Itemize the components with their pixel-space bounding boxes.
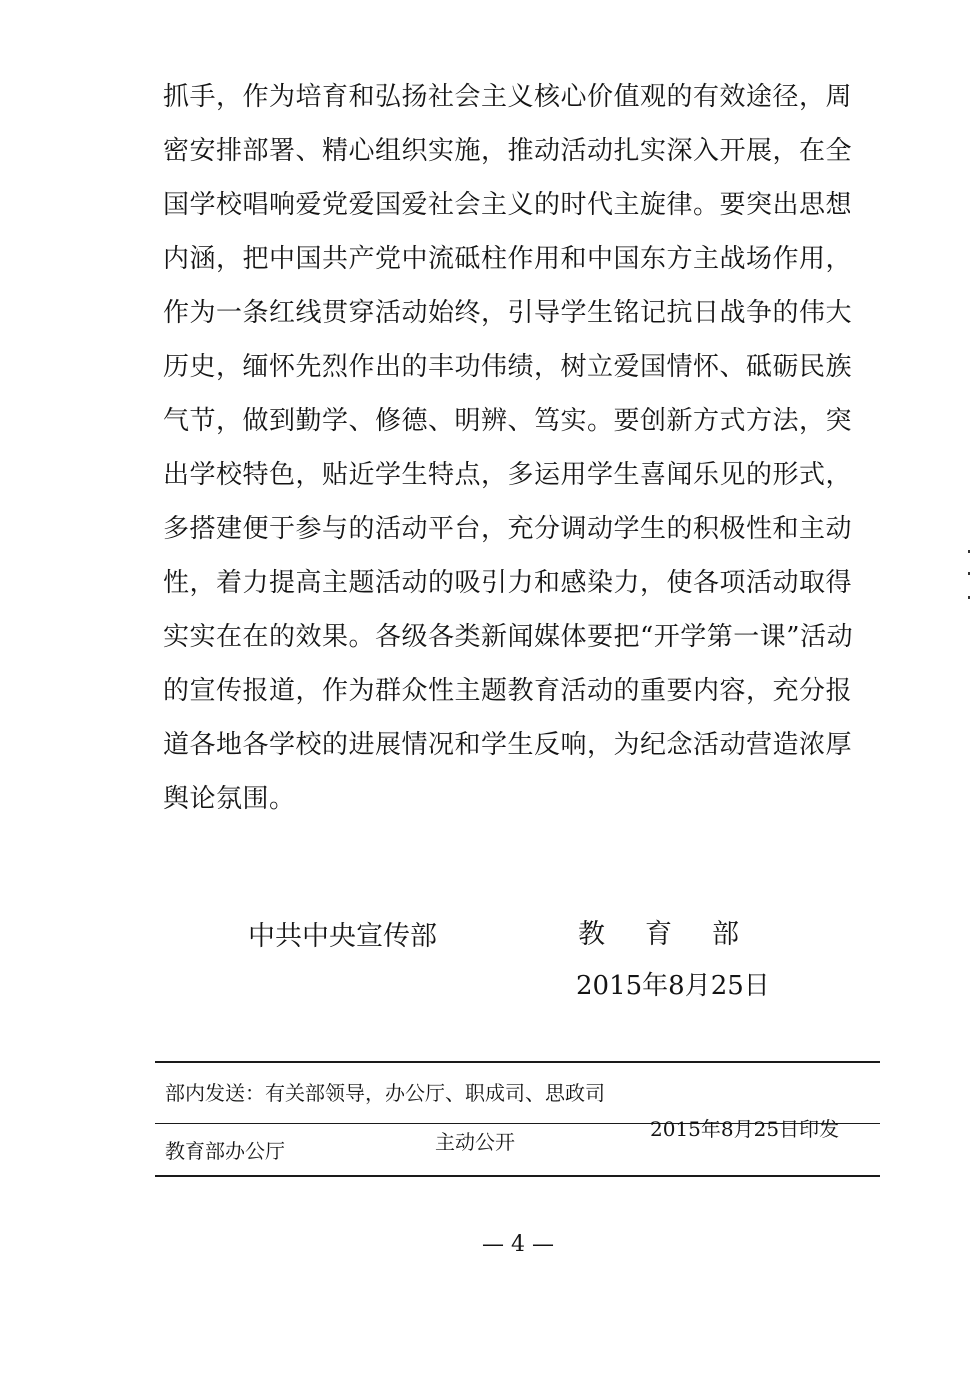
body-line: 道各地各学校的进展情况和学生反响，为纪念活动营造浓厚 bbox=[163, 730, 853, 760]
scan-speck bbox=[968, 596, 970, 599]
body-line: 实实在在的效果。各级各类新闻媒体要把“开学第一课”活动 bbox=[163, 622, 854, 652]
distribution-line: 部内发送：有关部领导，办公厅、职成司、思政司 bbox=[165, 1081, 605, 1105]
body-line: 舆论氛围。 bbox=[163, 784, 296, 814]
body-text bbox=[163, 70, 863, 826]
body-line: 多搭建便于参与的活动平台，充分调动学生的积极性和主动 bbox=[163, 514, 853, 544]
footer-rule-top bbox=[155, 1061, 880, 1063]
signature-org-left: 中共中央宣传部 bbox=[248, 921, 437, 952]
footer-rule-bottom bbox=[155, 1175, 880, 1177]
body-line: 历史，缅怀先烈作出的丰功伟绩，树立爱国情怀、砥砺民族 bbox=[163, 352, 853, 382]
print-date: 2015年8月25日印发 bbox=[650, 1117, 840, 1141]
signature-org-right: 教育部 bbox=[578, 919, 779, 950]
body-line: 内涵，把中国共产党中流砥柱作用和中国东方主战场作用， bbox=[163, 244, 853, 274]
body-line: 密安排部署、精心组织实施，推动活动扎实深入开展，在全 bbox=[163, 136, 853, 166]
page-number: — 4 — bbox=[482, 1232, 554, 1257]
disclosure-status: 主动公开 bbox=[435, 1130, 515, 1154]
body-line: 国学校唱响爱党爱国爱社会主义的时代主旋律。要突出思想 bbox=[163, 190, 853, 220]
signature-date: 2015年8月25日 bbox=[576, 971, 770, 1001]
body-line: 抓手，作为培育和弘扬社会主义核心价值观的有效途径，周 bbox=[163, 82, 853, 112]
body-line: 性，着力提高主题活动的吸引力和感染力，使各项活动取得 bbox=[163, 568, 853, 598]
scan-speck bbox=[968, 550, 970, 553]
scan-speck bbox=[968, 572, 970, 575]
body-line: 的宣传报道，作为群众性主题教育活动的重要内容，充分报 bbox=[163, 676, 853, 706]
body-line: 作为一条红线贯穿活动始终，引导学生铭记抗日战争的伟大 bbox=[163, 298, 853, 328]
body-line: 出学校特色，贴近学生特点，多运用学生喜闻乐见的形式， bbox=[163, 460, 853, 490]
body-line: 气节，做到勤学、修德、明辨、笃实。要创新方式方法，突 bbox=[163, 406, 853, 436]
issuing-office: 教育部办公厅 bbox=[165, 1139, 285, 1163]
